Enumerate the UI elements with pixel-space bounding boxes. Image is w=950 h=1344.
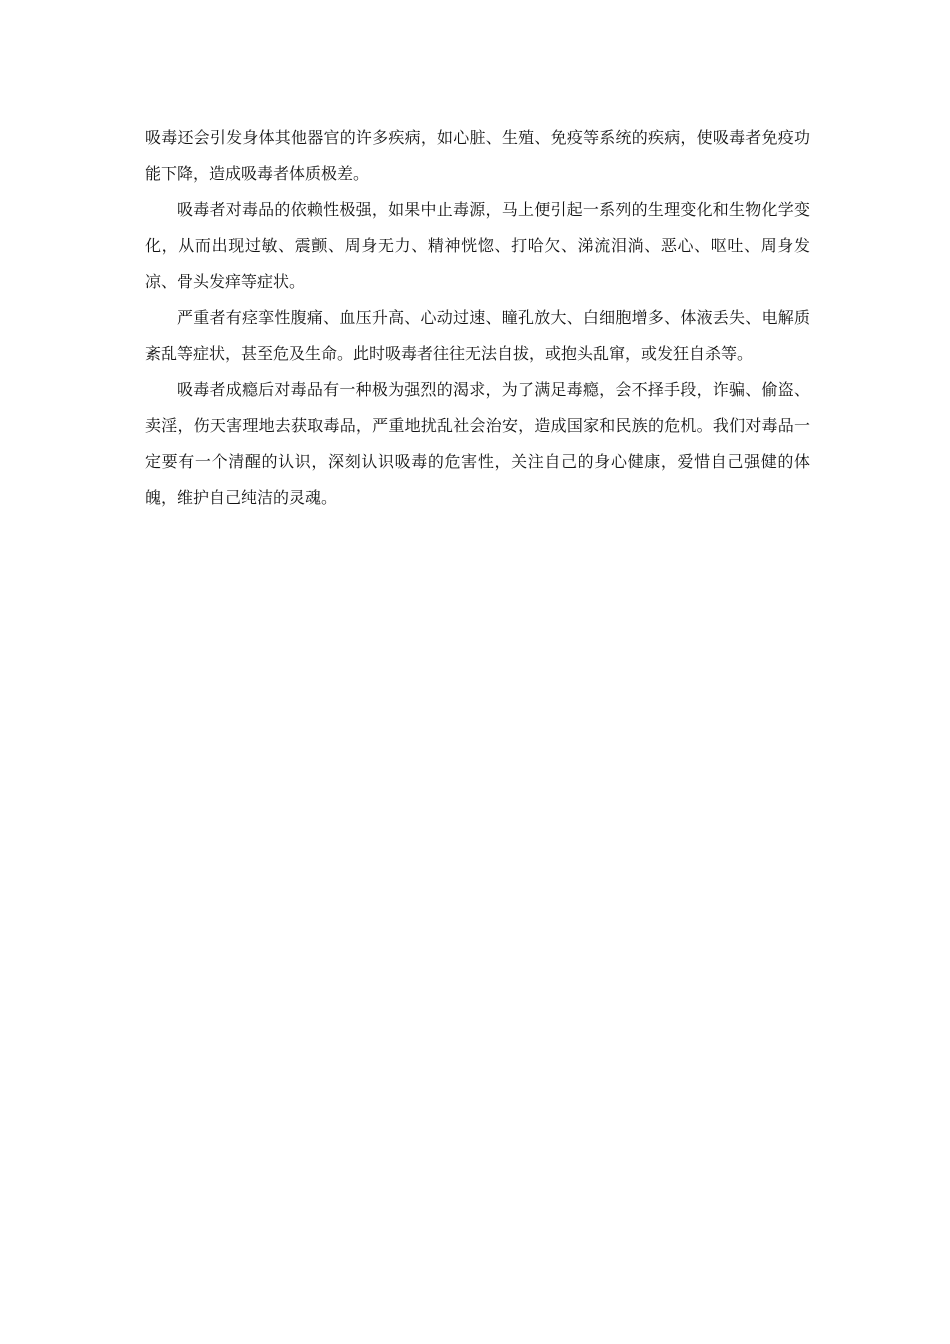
paragraph-4: 吸毒者成瘾后对毒品有一种极为强烈的渴求，为了满足毒瘾，会不择手段，诈骗、偷盗、卖淫，伤天害理地去获取毒品，严重地扰乱社会治安，造成国家和民族的危机。我们对毒品一定要有一个清醒的认识，深刻认识吸毒的危害性，关注自己的身心健康，爱惜自己强健的体魄，维护自己纯洁的灵魂。 [145,380,810,507]
paragraph-3: 严重者有痉挛性腹痛、血压升高、心动过速、瞳孔放大、白细胞增多、体液丢失、电解质紊乱等症状，甚至危及生命。此时吸毒者往往无法自拔，或抱头乱窜，或发狂自杀等。 [145,308,810,363]
paragraph-2: 吸毒者对毒品的依赖性极强，如果中止毒源，马上便引起一系列的生理变化和生物化学变化，从而出现过敏、震颤、周身无力、精神恍惚、打哈欠、涕流泪淌、恶心、呕吐、周身发凉、骨头发痒等症状。 [145,200,810,291]
paragraph-1: 吸毒还会引发身体其他器官的许多疾病，如心脏、生殖、免疫等系统的疾病，使吸毒者免疫功能下降，造成吸毒者体质极差。 [145,128,810,183]
document-body [145,120,810,516]
